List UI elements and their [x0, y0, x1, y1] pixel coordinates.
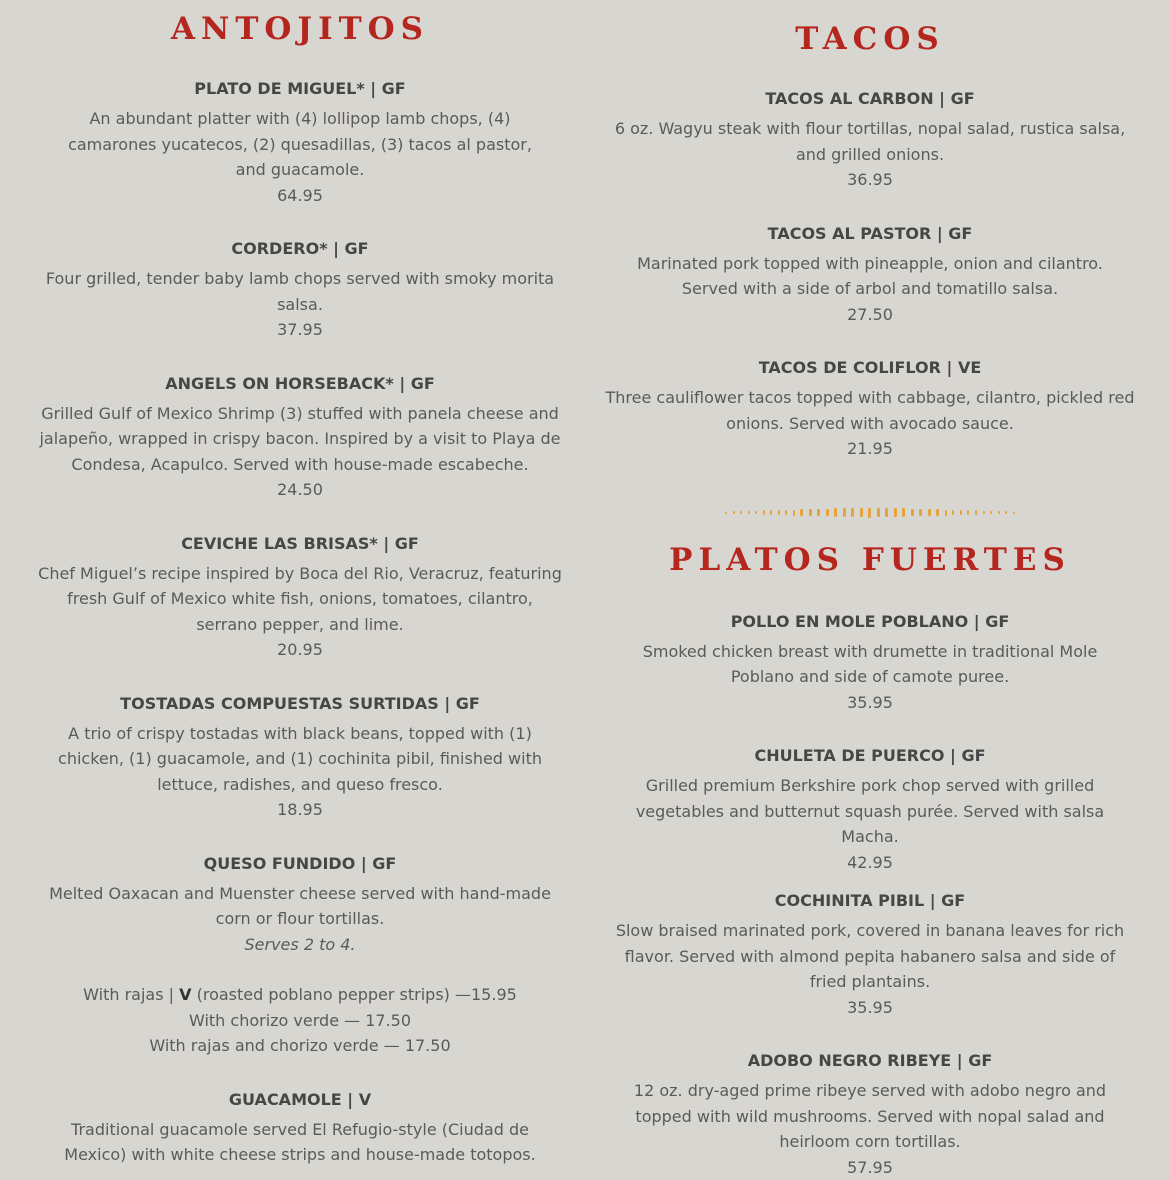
item-description: 12 oz. dry-aged prime ribeye served with adobo negro and topped with wild mushrooms. Served with nopal salad and heirloom corn tortillas.: [600, 1078, 1140, 1155]
divider-dot: [843, 508, 846, 517]
item-price: 42.95: [600, 850, 1140, 876]
divider-dot: [967, 510, 969, 515]
vegetarian-mark: V: [179, 985, 191, 1004]
tacos-title: TACOS: [600, 24, 1140, 55]
item-price: 64.95: [30, 183, 570, 209]
menu-item: [30, 694, 570, 823]
divider-dot: [733, 511, 735, 513]
item-price: 36.95: [600, 167, 1140, 193]
item-description: Marinated pork topped with pineapple, onion and cilantro. Served with a side of arbol and tomatillo salsa.: [600, 251, 1140, 302]
item-description: A trio of crispy tostadas with black beans, topped with (1) chicken, (1) guacamole, and (1) cochinita pibil, finished with lettuce, radishes, and queso fresco.: [30, 721, 570, 798]
item-description: 6 oz. Wagyu steak with flour tortillas, nopal salad, rustica salsa, and grilled onions.: [600, 116, 1140, 167]
menu-item: [30, 374, 570, 503]
item-name: CHULETA DE PUERCO | GF: [600, 746, 1140, 766]
divider-dot: [945, 510, 947, 516]
menu-item: [600, 89, 1140, 193]
menu-item: [30, 854, 570, 1059]
item-price: 57.95: [600, 1155, 1140, 1180]
item-name: COCHINITA PIBIL | GF: [600, 891, 1140, 911]
divider-dot: [748, 511, 750, 514]
option-rajas-label: With rajas |: [83, 985, 179, 1004]
divider-dot: [983, 511, 985, 515]
divider-dot: [894, 508, 897, 517]
divider-dot: [952, 510, 954, 516]
platos-fuertes-title: PLATOS FUERTES: [600, 545, 1140, 576]
item-description: Melted Oaxacan and Muenster cheese served with hand-made corn or flour tortillas.: [30, 881, 570, 932]
menu-item: [600, 224, 1140, 328]
menu-item: [30, 534, 570, 663]
divider-dot: [770, 510, 772, 515]
divider-dot: [998, 511, 1000, 514]
divider-dot: [851, 508, 854, 517]
item-name: QUESO FUNDIDO | GF: [30, 854, 570, 874]
divider-dot: [785, 510, 787, 516]
option-rajas-detail: (roasted poblano pepper strips) —15.95: [192, 985, 517, 1004]
divider-dot: [860, 508, 863, 518]
item-description: Traditional guacamole served El Refugio-style (Ciudad de Mexico) with white cheese strips and house-made totopos.: [30, 1117, 570, 1168]
divider-dot: [778, 510, 780, 515]
menu-item: [600, 612, 1140, 716]
divider-dot: [928, 509, 931, 516]
divider-dot: [740, 511, 742, 514]
item-description: Chef Miguel’s recipe inspired by Boca del Rio, Veracruz, featuring fresh Gulf of Mexico white fish, onions, tomatoes, cilantro, serrano pepper, and lime.: [30, 561, 570, 638]
divider-dot: [990, 511, 992, 514]
menu-item: [30, 1090, 570, 1168]
item-description: Three cauliflower tacos topped with cabbage, cilantro, pickled red onions. Served with avocado sauce.: [600, 385, 1140, 436]
item-price: 27.50: [600, 302, 1140, 328]
item-price: 35.95: [600, 995, 1140, 1021]
item-description: Grilled premium Berkshire pork chop served with grilled vegetables and butternut squash purée. Served with salsa Macha.: [600, 773, 1140, 850]
menu-item: [600, 891, 1140, 1020]
item-price: 24.50: [30, 477, 570, 503]
item-name: PLATO DE MIGUEL* | GF: [30, 79, 570, 99]
item-price: 37.95: [30, 317, 570, 343]
divider-dot: [826, 509, 829, 517]
item-name: TACOS AL CARBON | GF: [600, 89, 1140, 109]
right-column: [600, 0, 1140, 1180]
item-name: CORDERO* | GF: [30, 239, 570, 259]
menu-item: [30, 239, 570, 343]
serves-note: Serves 2 to 4.: [30, 932, 570, 958]
divider-dot: [725, 512, 727, 514]
item-name: ANGELS ON HORSEBACK* | GF: [30, 374, 570, 394]
item-description: Smoked chicken breast with drumette in traditional Mole Poblano and side of camote puree.: [600, 639, 1140, 690]
item-name: CEVICHE LAS BRISAS* | GF: [30, 534, 570, 554]
divider-dot: [763, 510, 765, 514]
divider-dot: [975, 510, 977, 514]
item-price: 21.95: [600, 436, 1140, 462]
antojitos-column: [30, 0, 570, 1168]
divider-dot: [911, 509, 914, 517]
divider-dot: [936, 509, 939, 515]
divider-dot: [919, 509, 922, 516]
item-description: Four grilled, tender baby lamb chops served with smoky morita salsa.: [30, 266, 570, 317]
menu-item: [30, 79, 570, 208]
divider-dot: [755, 511, 757, 515]
item-price: 20.95: [30, 637, 570, 663]
divider-dot: [800, 509, 803, 515]
item-price: 35.95: [600, 690, 1140, 716]
divider-dot: [885, 508, 888, 517]
divider-dot: [1005, 511, 1007, 513]
divider-dot: [793, 510, 795, 516]
option-rajas: [30, 982, 570, 1008]
item-name: TACOS AL PASTOR | GF: [600, 224, 1140, 244]
item-name: TOSTADAS COMPUESTAS SURTIDAS | GF: [30, 694, 570, 714]
item-price: 18.95: [30, 797, 570, 823]
item-name: POLLO EN MOLE POBLANO | GF: [600, 612, 1140, 632]
divider-dot: [834, 508, 837, 516]
item-name: TACOS DE COLIFLOR | VE: [600, 358, 1140, 378]
item-description: An abundant platter with (4) lollipop lamb chops, (4) camarones yucatecos, (2) quesadillas, (3) tacos al pastor, and guacamole.: [30, 106, 570, 183]
item-description: Grilled Gulf of Mexico Shrimp (3) stuffed with panela cheese and jalapeño, wrapped in crispy bacon. Inspired by a visit to Playa de Condesa, Acapulco. Served with house-made escabeche.: [30, 401, 570, 478]
divider-dot: [868, 508, 871, 518]
divider-dot: [960, 510, 962, 515]
menu-item: [600, 746, 1140, 875]
item-name: GUACAMOLE | V: [30, 1090, 570, 1110]
option-chorizo: With chorizo verde — 17.50: [30, 1008, 570, 1034]
divider-dot: [809, 509, 812, 516]
item-description: Slow braised marinated pork, covered in banana leaves for rich flavor. Served with almond pepita habanero salsa and side of fried plantains.: [600, 918, 1140, 995]
item-name: ADOBO NEGRO RIBEYE | GF: [600, 1051, 1140, 1071]
ornamental-divider: [725, 507, 1015, 519]
queso-options: [30, 982, 570, 1059]
menu-item: [600, 358, 1140, 462]
menu-item: [600, 1051, 1140, 1180]
antojitos-title: ANTOJITOS: [30, 14, 570, 45]
divider-dot: [1013, 512, 1015, 514]
option-rajas-chorizo: With rajas and chorizo verde — 17.50: [30, 1033, 570, 1059]
divider-dot: [817, 509, 820, 516]
divider-dot: [902, 508, 905, 516]
divider-dot: [877, 508, 880, 518]
